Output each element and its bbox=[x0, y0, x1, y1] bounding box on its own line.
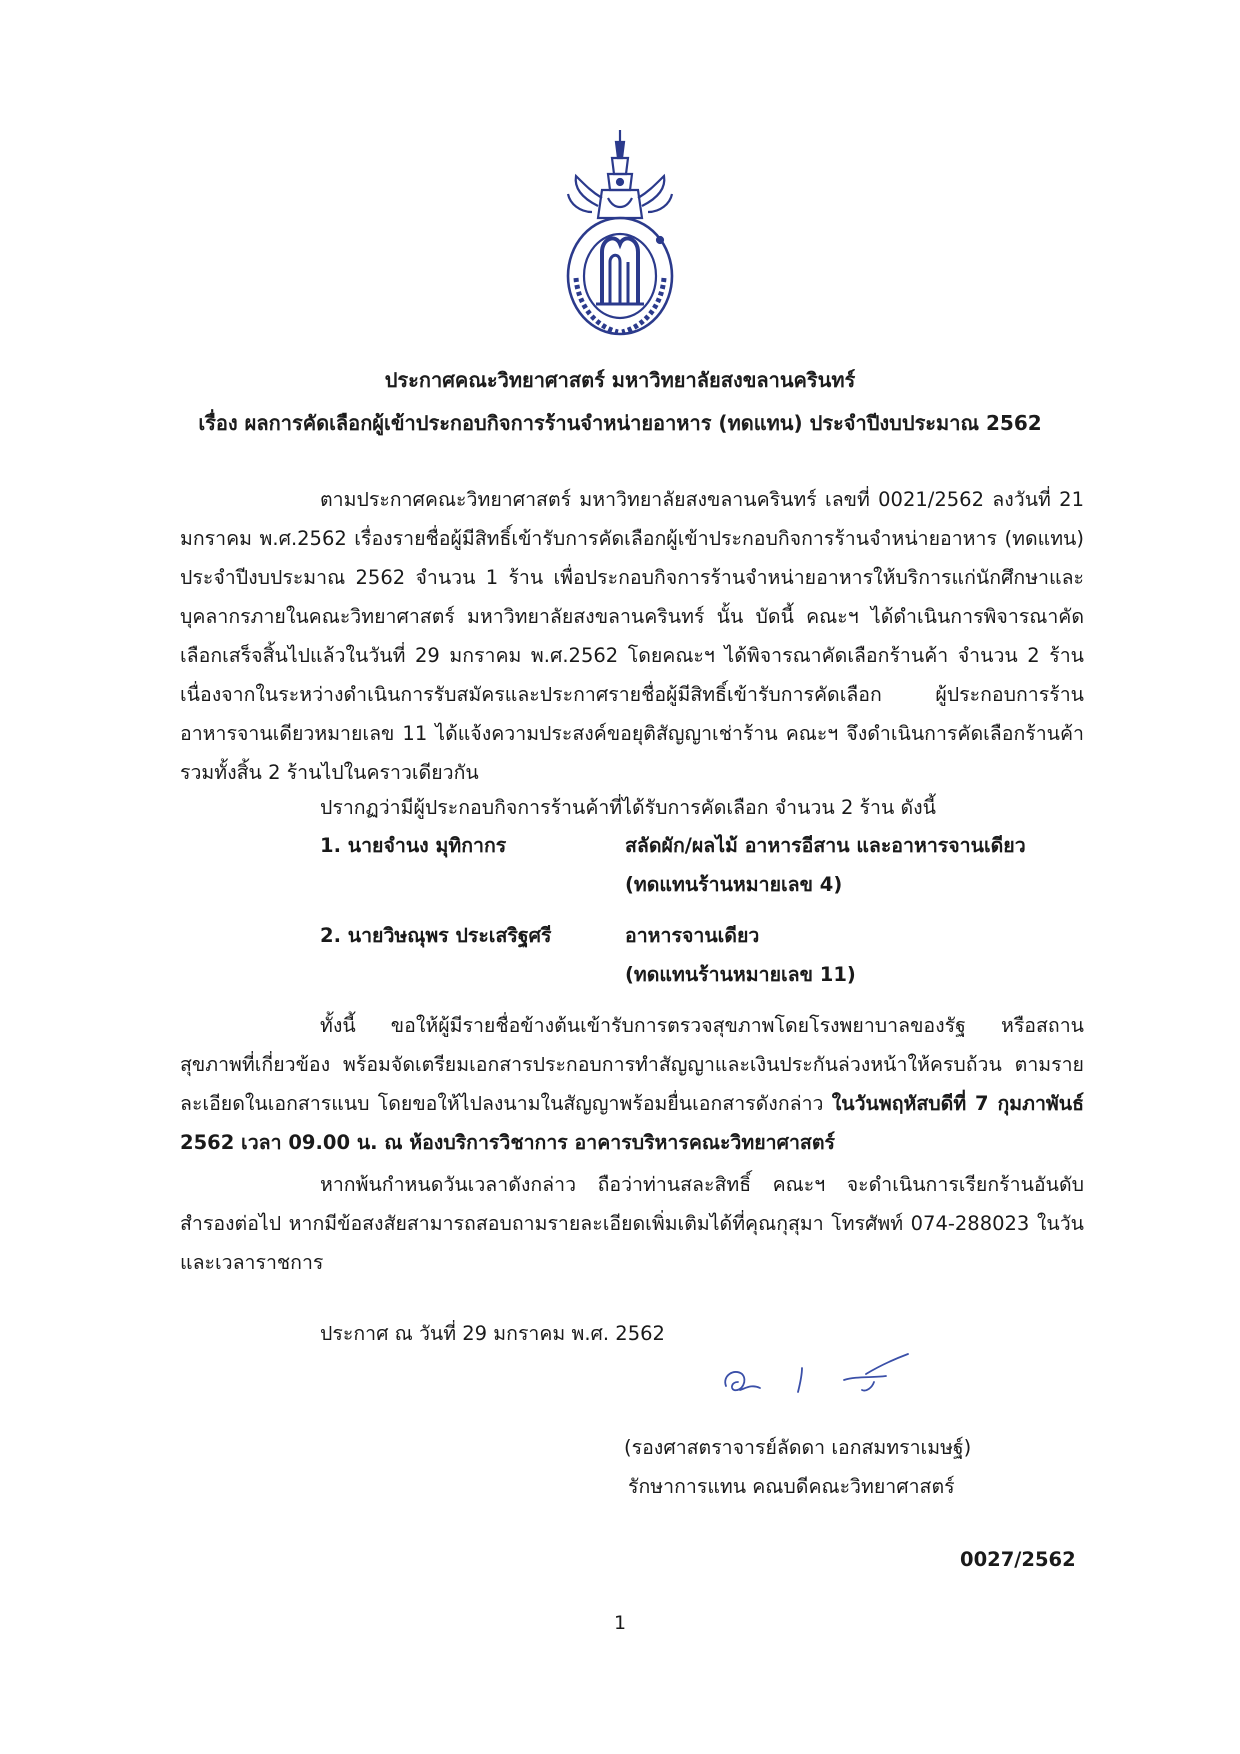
selected-detail-2: อาหารจานเดียว bbox=[625, 924, 760, 947]
university-seal-icon bbox=[562, 128, 678, 348]
selected-note-2: (ทดแทนร้านหมายเลข 11) bbox=[625, 963, 856, 986]
contract-date-location: ในวันพฤหัสบดีที่ 7 กุมภาพันธ์ 2562 เวลา 09.00 น. ณ ห้องบริการวิชาการ อาคารบริหารคณะวิทยาศาสตร์ bbox=[180, 1092, 1085, 1154]
body-paragraph-1-text: ตามประกาศคณะวิทยาศาสตร์ มหาวิทยาลัยสงขลานครินทร์ เลขที่ 0021/2562 ลงวันที่ 21 มกราคม พ.ศ.2562 เรื่องรายชื่อผู้มีสิทธิ์เข้ารับการคัดเลือกผู้เข้าประกอบกิจการร้านจำหน่ายอาหาร (ทดแทน) ประจำปีงบประมาณ 2562 จำนวน 1 ร้าน เพื่อประกอบกิจการร้านจำหน่ายอาหารให้บริการแก่นักศึกษาและบุคลากรภายในคณะวิทยาศาสตร์ มหาวิทยาลัยสงขลานครินทร์ นั้น บัดนี้ คณะฯ ได้ดำเนินการพิจารณาคัดเลือกเสร็จสิ้นไปแล้วในวันที่ 29 มกราคม พ.ศ.2562 โดยคณะฯ ได้พิจารณาคัดเลือกร้านค้า จำนวน 2 ร้าน เนื่องจากในระหว่างดำเนินการรับสมัครและประกาศรายชื่อผู้มีสิทธิ์เข้ารับการคัดเลือก ผู้ประกอบการร้านอาหารจานเดียวหมายเลข 11 ได้แจ้งความประสงค์ขอยุติสัญญาเช่าร้าน คณะฯ จึงดำเนินการคัดเลือกร้านค้า รวมทั้งสิ้น 2 ร้านไปในคราวเดียวกัน bbox=[180, 488, 1084, 784]
selected-intro: ปรากฏว่ามีผู้ประกอบกิจการร้านค้าที่ได้รับการคัดเลือก จำนวน 2 ร้าน ดังนี้ bbox=[320, 796, 937, 819]
page-number: 1 bbox=[613, 1612, 627, 1634]
body-paragraph-3 bbox=[180, 1165, 1084, 1282]
signatory-name: (รองศาสตราจารย์ลัดดา เอกสมทราเมษฐ์) bbox=[624, 1436, 972, 1459]
body-paragraph-1 bbox=[180, 480, 1084, 792]
body-paragraph-2-text: ทั้งนี้ ขอให้ผู้มีรายชื่อข้างต้นเข้ารับการตรวจสุขภาพโดยโรงพยาบาลของรัฐ หรือสถานสุขภาพที่เกี่ยวข้อง พร้อมจัดเตรียมเอกสารประกอบการทำสัญญาและเงินประกันล่วงหน้าให้ครบถ้วน ตามรายละเอียดในเอกสารแนบ โดยขอให้ไปลงนามในสัญญาพร้อมยื่นเอกสารดังกล่าว bbox=[180, 1014, 1084, 1115]
announcement-subject: เรื่อง ผลการคัดเลือกผู้เข้าประกอบกิจการร้านจำหน่ายอาหาร (ทดแทน) ประจำปีงบประมาณ 2562 bbox=[198, 411, 1042, 435]
announce-date: ประกาศ ณ วันที่ 29 มกราคม พ.ศ. 2562 bbox=[320, 1322, 665, 1345]
document-number: 0027/2562 bbox=[960, 1548, 1076, 1571]
body-paragraph-3-text: หากพ้นกำหนดวันเวลาดังกล่าว ถือว่าท่านสละสิทธิ์ คณะฯ จะดำเนินการเรียกร้านอันดับสำรองต่อไป หากมีข้อสงสัยสามารถสอบถามรายละเอียดเพิ่มเติมได้ที่คุณกุสุมา โทรศัพท์ 074-288023 ในวันและเวลาราชการ bbox=[180, 1173, 1084, 1274]
signatory-title: รักษาการแทน คณบดีคณะวิทยาศาสตร์ bbox=[628, 1475, 955, 1498]
handwritten-signature bbox=[716, 1338, 926, 1420]
selected-name-1: 1. นายจำนง มุทิกากร bbox=[320, 834, 507, 857]
selected-name-2: 2. นายวิษณุพร ประเสริฐศรี bbox=[320, 924, 552, 947]
announcement-title: ประกาศคณะวิทยาศาสตร์ มหาวิทยาลัยสงขลานครินทร์ bbox=[384, 368, 856, 392]
selected-note-1: (ทดแทนร้านหมายเลข 4) bbox=[625, 873, 843, 896]
body-paragraph-2 bbox=[180, 1006, 1084, 1162]
selected-detail-1: สลัดผัก/ผลไม้ อาหารอีสาน และอาหารจานเดียว bbox=[625, 834, 1026, 857]
